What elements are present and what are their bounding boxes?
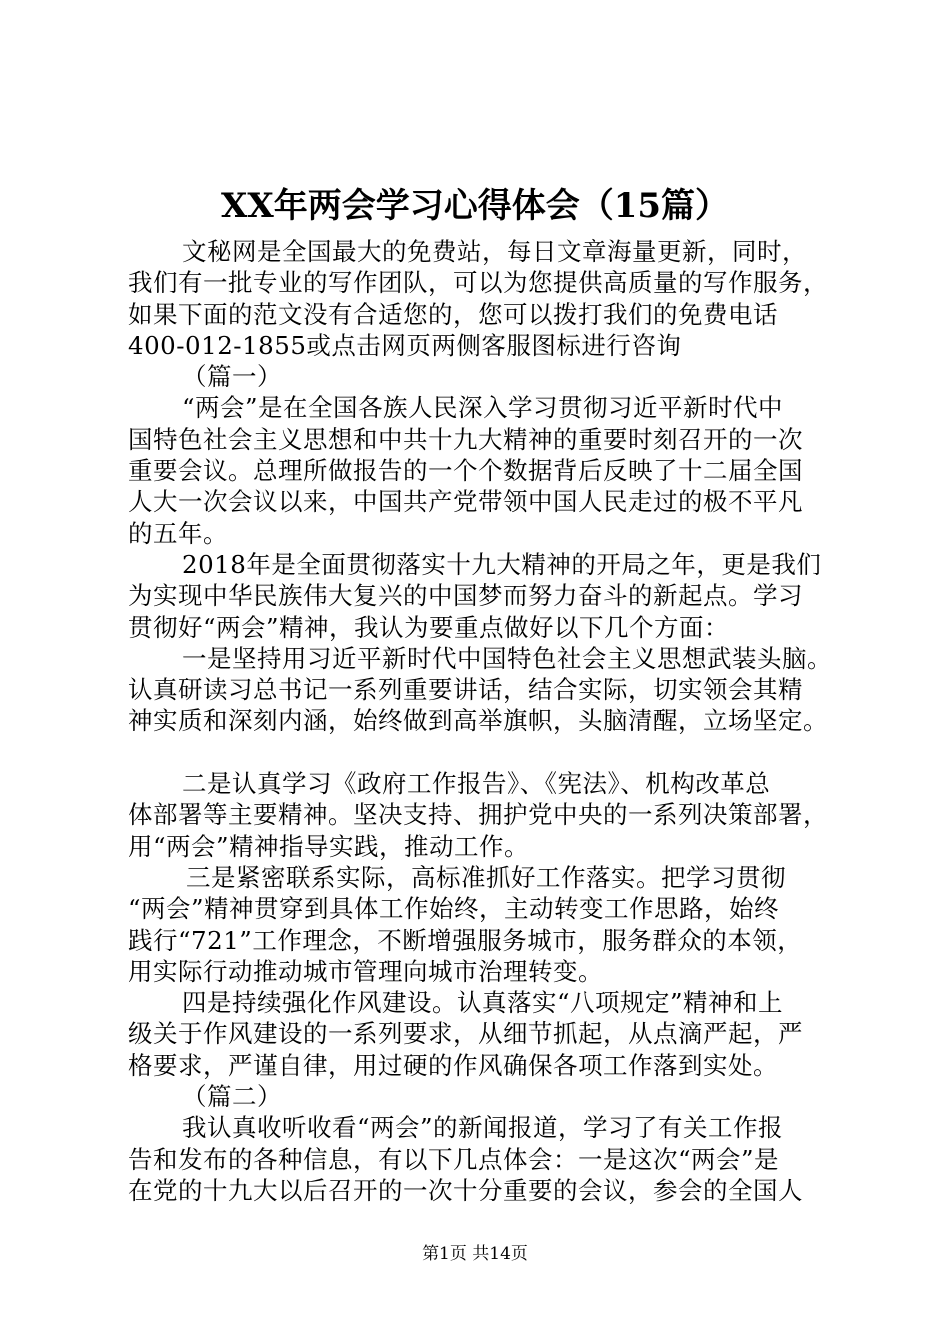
- text-line: 400-012-1855或点击网页两侧客服图标进行咨询: [128, 330, 682, 360]
- text-line: 告和发布的各种信息，有以下几点体会：一是这次“两会”是: [128, 1144, 780, 1174]
- text-line: 用“两会”精神指导实践，推动工作。: [128, 831, 530, 861]
- text-line: 文秘网是全国最大的免费站，每日文章海量更新，同时，: [182, 237, 807, 266]
- text-line: 我认真收听收看“两会”的新闻报道，学习了有关工作报: [182, 1113, 784, 1143]
- text-line: 践行“721”工作理念，不断增强服务城市，服务群众的本领，: [128, 925, 803, 955]
- text-line: 三是紧密联系实际，高标准抓好工作落实。把学习贯彻: [186, 862, 786, 892]
- text-line: “两会”是在全国各族人民深入学习贯彻习近平新时代中: [182, 393, 784, 423]
- text-line: （篇一）: [182, 362, 282, 392]
- text-line: 认真研读习总书记一系列重要讲话，结合实际，切实领会其精: [128, 675, 803, 705]
- text-line: 格要求，严谨自律，用过硬的作风确保各项工作落到实处。: [128, 1050, 778, 1080]
- page-footer: 第1页 共14页: [422, 1244, 528, 1264]
- text-line: “两会”精神贯穿到具体工作始终，主动转变工作思路，始终: [128, 894, 780, 924]
- blank-line: [128, 737, 833, 768]
- text-line: 用实际行动推动城市管理向城市治理转变。: [128, 956, 603, 986]
- text-line: 2018年是全面贯彻落实十九大精神的开局之年，更是我们: [182, 549, 822, 579]
- text-line: 级关于作风建设的一系列要求，从细节抓起，从点滴严起，严: [128, 1019, 803, 1049]
- text-line: 在党的十九大以后召开的一次十分重要的会议，参会的全国人: [128, 1175, 803, 1205]
- text-line: 二是认真学习《政府工作报告》、《宪法》、机构改革总: [182, 769, 771, 799]
- text-line: 重要会议。总理所做报告的一个个数据背后反映了十二届全国: [128, 456, 803, 486]
- text-line: 神实质和深刻内涵，始终做到高举旗帜，头脑清醒，立场坚定。: [128, 706, 828, 736]
- text-line: 我们有一批专业的写作团队，可以为您提供高质量的写作服务，: [128, 268, 828, 298]
- text-line: 体部署等主要精神。坚决支持、拥护党中央的一系列决策部署，: [128, 800, 828, 830]
- document-body: [128, 236, 833, 1206]
- text-line: （篇二）: [182, 1082, 282, 1112]
- text-line: 国特色社会主义思想和中共十九大精神的重要时刻召开的一次: [128, 424, 803, 454]
- text-line: 如果下面的范文没有合适您的，您可以拨打我们的免费电话: [128, 299, 778, 329]
- text-line: 为实现中华民族伟大复兴的中国梦而努力奋斗的新起点。学习: [128, 581, 803, 611]
- text-line: 四是持续强化作风建设。认真落实“八项规定”精神和上: [182, 988, 784, 1018]
- text-line: 一是坚持用习近平新时代中国特色社会主义思想武装头脑。: [182, 643, 832, 673]
- document-title: XX年两会学习心得体会（15篇）: [220, 186, 730, 226]
- text-line: 的五年。: [128, 518, 228, 548]
- text-line: 贯彻好“两会”精神，我认为要重点做好以下几个方面：: [128, 612, 730, 642]
- text-line: 人大一次会议以来，中国共产党带领中国人民走过的极不平凡: [128, 487, 803, 517]
